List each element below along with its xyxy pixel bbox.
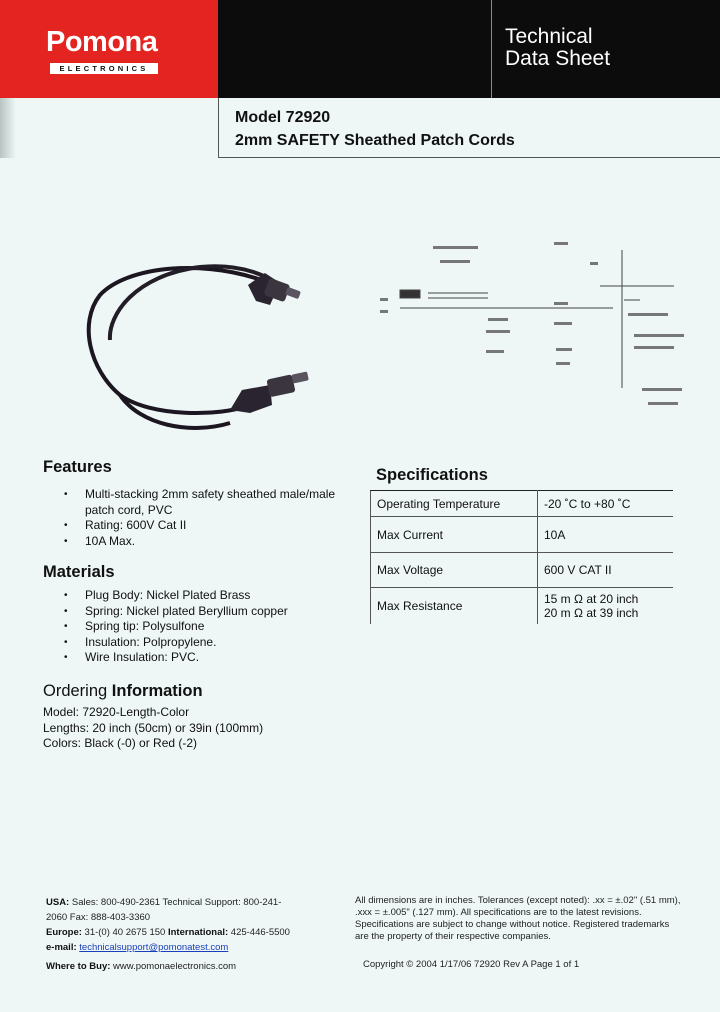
ordering-heading-bold: Information xyxy=(111,682,203,700)
disclaimer-line: Specifications are subject to change without notice. Registered trademarks xyxy=(355,919,670,930)
pomona-logo: Pomona xyxy=(46,26,158,58)
model-description: 2mm SAFETY Sheathed Patch Cords xyxy=(235,132,515,149)
title-horizontal-rule xyxy=(218,157,720,158)
disclaimer-line: All dimensions are in inches. Tolerances (except noted): .xx = ±.02" (.51 mm), xyxy=(355,895,681,906)
spec-row xyxy=(371,491,674,517)
feature-item: • 10A Max. xyxy=(64,534,354,550)
ordering-line: Lengths: 20 inch (50cm) or 39in (100mm) xyxy=(43,720,264,735)
spec-value: 15 m Ω at 20 inch xyxy=(544,591,639,606)
disclaimer xyxy=(355,895,695,943)
left-bevel xyxy=(0,98,16,158)
material-item: • Plug Body: Nickel Plated Brass xyxy=(64,588,354,604)
feature-item: • Rating: 600V Cat II xyxy=(64,518,354,534)
spec-value: 600 V CAT II xyxy=(538,553,674,588)
features-heading: Features xyxy=(43,458,112,476)
ordering-line: Colors: Black (-0) or Red (-2) xyxy=(43,736,198,750)
intl-phone: 425-446-5500 xyxy=(228,927,290,938)
spec-row xyxy=(371,517,674,553)
spec-label: Operating Temperature xyxy=(371,491,538,517)
feature-item-continued: patch cord, PVC xyxy=(85,502,173,517)
europe-label: Europe: xyxy=(46,927,82,938)
model-title-block xyxy=(235,106,515,152)
spec-row xyxy=(371,553,674,588)
intl-label: International: xyxy=(167,927,229,938)
header-divider xyxy=(491,0,492,98)
spec-value-multi xyxy=(538,588,674,624)
materials-list xyxy=(64,588,354,666)
logo-subtitle: ELECTRONICS xyxy=(50,63,158,74)
lower-plug xyxy=(230,371,309,413)
email-contact xyxy=(46,940,316,955)
usa-label: USA: xyxy=(46,897,70,908)
contact-info xyxy=(46,895,316,974)
materials-heading: Materials xyxy=(43,563,115,581)
usa-phones: Sales: 800-490-2361 Technical Support: 800-241- xyxy=(69,897,282,908)
spec-label: Max Current xyxy=(371,517,538,553)
material-item: • Spring tip: Polysulfone xyxy=(64,619,354,635)
material-item: • Spring: Nickel plated Beryllium copper xyxy=(64,604,354,620)
usa-contact-cont: 2060 Fax: 888-403-3360 xyxy=(46,912,151,923)
doc-type-line2: Data Sheet xyxy=(505,47,611,70)
spec-value-second: 20 m Ω at 39 inch xyxy=(544,605,639,620)
europe-phone: 31-(0) 40 2675 150 xyxy=(81,927,168,938)
header-black-panel xyxy=(218,0,720,98)
spec-value: -20 ˚C to +80 ˚C xyxy=(538,491,674,517)
dimension-drawing xyxy=(378,238,698,418)
copyright-line: Copyright © 2004 1/17/06 72920 Rev A Page 1 of 1 xyxy=(363,959,580,970)
doc-type-title xyxy=(505,26,610,70)
email-label: e-mail: xyxy=(46,942,77,953)
model-number: Model 72920 xyxy=(235,109,331,126)
title-vertical-rule xyxy=(218,98,219,158)
disclaimer-line: are the property of their respective companies. xyxy=(355,931,551,942)
where-label: Where to Buy: xyxy=(46,961,111,972)
features-list xyxy=(64,487,354,549)
spec-label: Max Resistance xyxy=(371,588,538,624)
feature-item: • Multi-stacking 2mm safety sheathed male/male xyxy=(64,487,354,503)
doc-type-line1: Technical xyxy=(505,25,593,48)
material-item: • Insulation: Polpropylene. xyxy=(64,635,354,651)
website[interactable]: www.pomonaelectronics.com xyxy=(110,961,237,972)
where-to-buy xyxy=(46,959,316,974)
material-item: • Wire Insulation: PVC. xyxy=(64,650,354,666)
patch-cord-image xyxy=(80,245,320,445)
ordering-line: Model: 72920-Length-Color xyxy=(43,705,190,719)
spec-value: 10A xyxy=(538,517,674,553)
specifications-table xyxy=(370,490,673,624)
ordering-heading xyxy=(43,682,203,701)
europe-contact xyxy=(46,925,316,940)
disclaimer-line: .xxx = ±.005" (.127 mm). All specifications are to the latest revisions. xyxy=(355,907,642,918)
ordering-info xyxy=(43,705,263,752)
specifications-heading: Specifications xyxy=(376,466,488,484)
ordering-heading-light: Ordering xyxy=(43,682,108,700)
usa-contact xyxy=(46,895,316,910)
spec-label: Max Voltage xyxy=(371,553,538,588)
spec-row xyxy=(371,588,674,624)
email-link[interactable]: technicalsupport@pomonatest.com xyxy=(79,942,229,953)
